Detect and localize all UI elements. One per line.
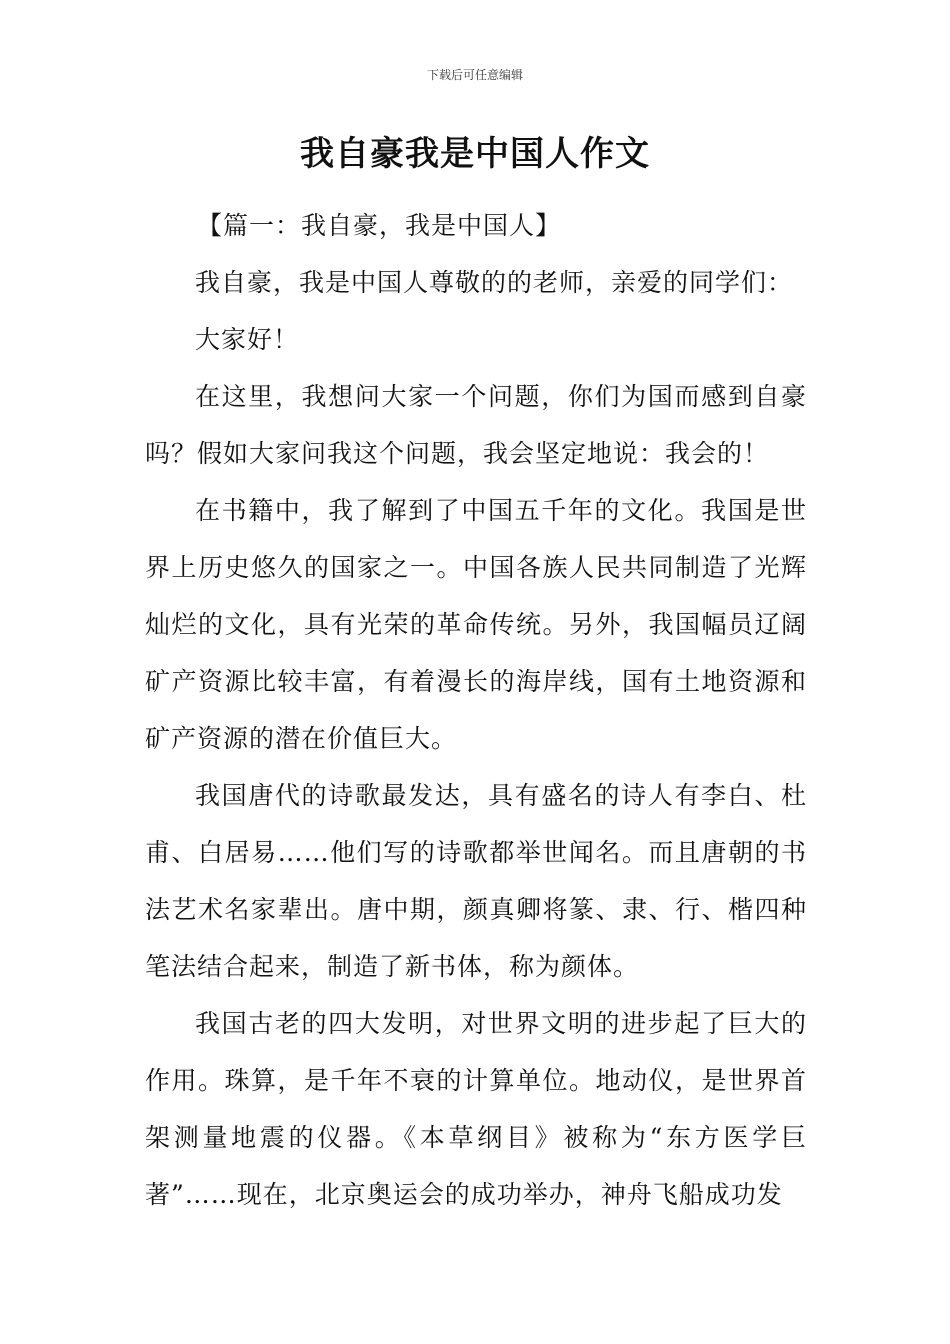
paragraph-question: 在这里，我想问大家一个问题，你们为国而感到自豪吗？假如大家问我这个问题，我会坚定地说：我会的！: [145, 382, 807, 468]
section-heading: 【篇一：我自豪，我是中国人】: [197, 211, 562, 240]
paragraph-hello: 大家好！: [195, 325, 300, 354]
paragraph-tang-poetry: 我国唐代的诗歌最发达，具有盛名的诗人有李白、杜甫、白居易……他们写的诗歌都举世闻名。而且唐朝的书法艺术名家辈出。唐中期，颜真卿将篆、隶、行、楷四种笔法结合起来，制造了新书体，称为颜体。: [145, 781, 807, 981]
header-note: 下载后可任意编辑: [426, 68, 523, 82]
document-title: 我自豪我是中国人作文: [300, 134, 650, 174]
paragraph-inventions: 我国古老的四大发明，对世界文明的进步起了巨大的作用。珠算，是千年不衰的计算单位。地动仪，是世界首架测量地震的仪器。《本草纲目》被称为“东方医学巨著”……现在，北京奥运会的成功举办，神舟飞船成功发: [145, 1009, 807, 1209]
paragraph-greeting: 我自豪，我是中国人尊敬的的老师，亲爱的同学们：: [195, 268, 794, 297]
document-body: [145, 197, 807, 1223]
paragraph-culture: 在书籍中，我了解到了中国五千年的文化。我国是世界上历史悠久的国家之一。中国各族人民共同制造了光辉灿烂的文化，具有光荣的革命传统。另外，我国幅员辽阔矿产资源比较丰富，有着漫长的海岸线，国有土地资源和矿产资源的潜在价值巨大。: [145, 496, 807, 753]
